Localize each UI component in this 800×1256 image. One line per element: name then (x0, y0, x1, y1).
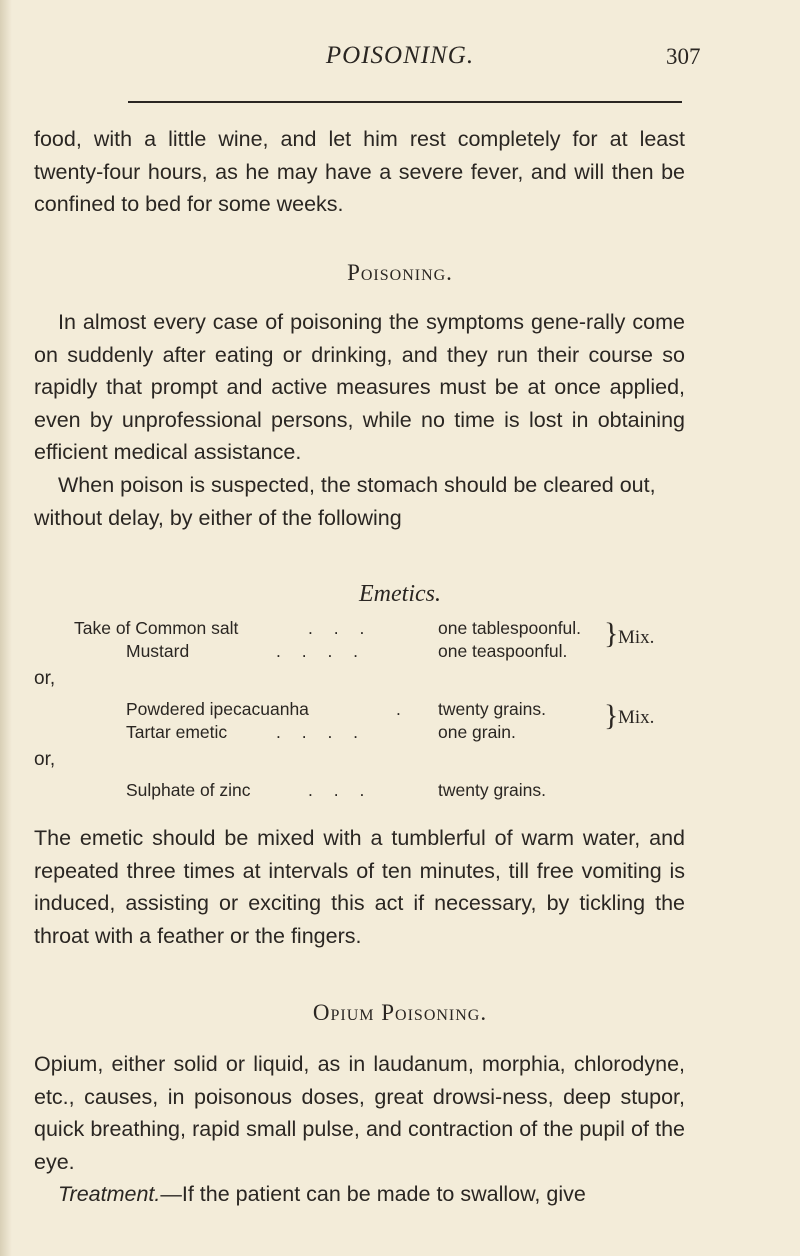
emetic-use-paragraph: The emetic should be mixed with a tumblerful of warm water, and repeated three times at intervals of ten minutes, till free vomiting is induced, assisting or exciting this act if necessary, by tickling the throat with a feather or the fingers. (34, 826, 685, 948)
poisoning-paragraph-1: In almost every case of poisoning the symptoms gene-rally come on suddenly after eating or drinking, and they run their course so rapidly that prompt and active measures must be at once applied, even by unprofessional persons, while no time is lost in obtaining efficient medical assistance. (34, 310, 685, 465)
leader-dots: . (396, 699, 409, 719)
emetic-use-paragraph-block (34, 822, 685, 952)
header-rule (128, 101, 682, 103)
intro-paragraph: food, with a little wine, and let him rest completely for at least twenty-four hours, as he may have a severe fever, and will then be confined to bed for some weeks. (34, 127, 685, 217)
opium-paragraphs (34, 1048, 685, 1211)
or-label: or, (34, 749, 56, 770)
leader-dots: . . . . (276, 641, 367, 661)
poisoning-paragraph-2: When poison is suspected, the stomach should be cleared out, without delay, by either of the following (34, 472, 656, 530)
leader-dots: . . . (308, 780, 373, 800)
emetic-item-mustard: Mustard (126, 641, 190, 661)
treatment-text: —If the patient can be made to swallow, give (160, 1182, 586, 1207)
poisoning-paragraphs (34, 306, 685, 534)
mix-label: Mix. (618, 627, 655, 648)
emetic-item-sulphate-of-zinc: Sulphate of zinc (126, 780, 251, 800)
page-number: 307 (666, 44, 701, 69)
brace-icon: } (604, 699, 619, 732)
treatment-paragraph (34, 1178, 685, 1211)
emetic-item-tartar-emetic: Tartar emetic (126, 722, 228, 742)
leader-dots: . . . . (276, 722, 367, 742)
or-label: or, (34, 668, 56, 689)
heading-opium-poisoning: Opium Poisoning. (312, 1000, 488, 1025)
running-title: POISONING. (325, 42, 475, 69)
mix-label: Mix. (618, 707, 655, 728)
emetic-dose-common-salt: one tablespoonful. (438, 618, 582, 638)
emetic-dose-ipecacuanha: twenty grains. (438, 699, 546, 719)
treatment-label: Treatment. (58, 1182, 161, 1207)
emetic-item-common-salt: Take of Common salt (74, 618, 239, 638)
page-gutter-shadow (0, 0, 12, 1256)
emetic-dose-tartar-emetic: one grain. (438, 722, 516, 742)
heading-poisoning: Poisoning. (347, 260, 453, 285)
leader-dots: . . . (308, 618, 373, 638)
emetic-dose-sulphate-of-zinc: twenty grains. (438, 780, 546, 800)
intro-paragraph-block (34, 123, 685, 221)
emetic-item-ipecacuanha: Powdered ipecacuanha (126, 699, 309, 719)
emetic-dose-mustard: one teaspoonful. (438, 641, 568, 661)
brace-icon: } (604, 617, 619, 650)
opium-paragraph: Opium, either solid or liquid, as in laudanum, morphia, chlorodyne, etc., causes, in poisonous doses, great drowsi-ness, deep stupor, quick breathing, rapid small pulse, and contraction of the pupil of the eye. (34, 1052, 685, 1174)
emetics-title: Emetics. (359, 581, 441, 607)
